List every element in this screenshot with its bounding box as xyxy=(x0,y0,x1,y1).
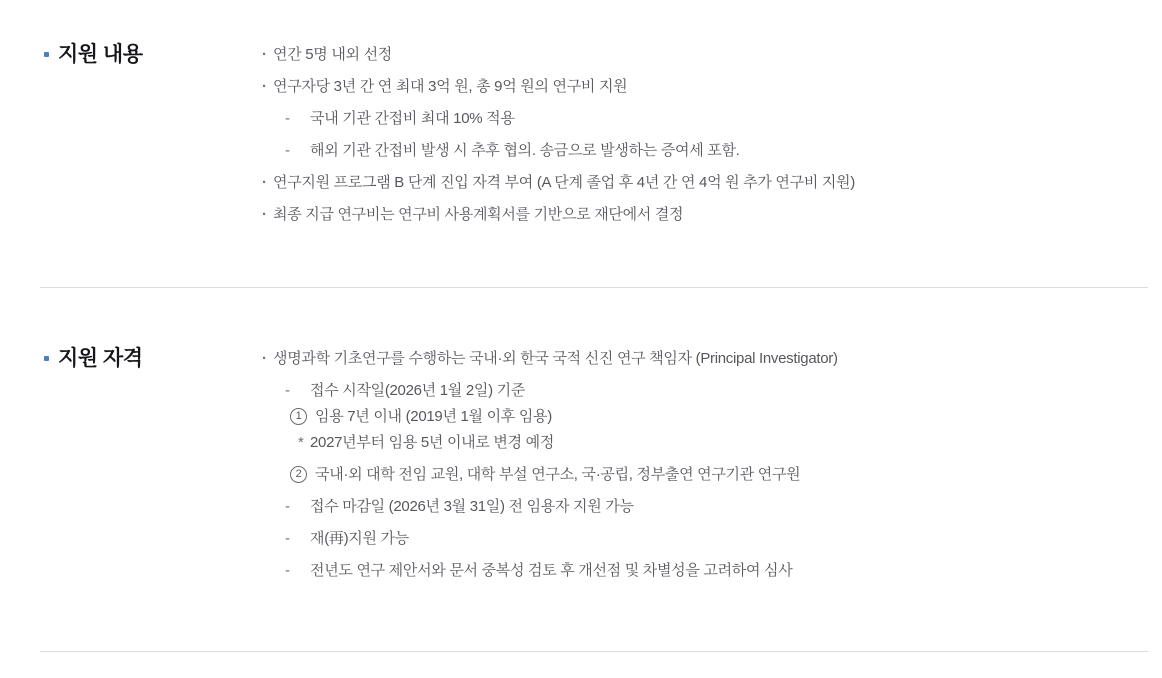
section-title-text: 지원 내용 xyxy=(58,43,143,66)
item-marker: · xyxy=(262,350,267,367)
item-text: 국내 기관 간접비 최대 10% 적용 xyxy=(310,110,515,127)
item-text: 해외 기관 간접비 발생 시 추후 협의. 송금으로 발생하는 증여세 포함. xyxy=(310,142,740,159)
item-marker: - xyxy=(285,142,290,159)
item-text: 생명과학 기초연구를 수행하는 국내·외 한국 국적 신진 연구 책임자 (Principal Investigator) xyxy=(273,350,838,367)
item-marker: · xyxy=(262,206,267,223)
list-item xyxy=(262,109,1142,129)
list-item xyxy=(262,349,1142,369)
item-text: 국내·외 대학 전임 교원, 대학 부설 연구소, 국·공립, 정부출연 연구기관 연구원 xyxy=(315,466,801,483)
item-marker: - xyxy=(285,530,290,547)
item-text: 연구자당 3년 간 연 최대 3억 원, 총 9억 원의 연구비 지원 xyxy=(273,78,628,95)
circled-number: 2 xyxy=(290,466,307,483)
list-item xyxy=(262,141,1142,161)
support-details-list xyxy=(262,44,1142,237)
item-text: 연구지원 프로그램 B 단계 진입 자격 부여 (A 단계 졸업 후 4년 간 연 4억 원 추가 연구비 지원) xyxy=(273,174,855,191)
list-item xyxy=(262,45,1142,65)
item-text: 전년도 연구 제안서와 문서 중복성 검토 후 개선점 및 차별성을 고려하여 심사 xyxy=(310,562,793,579)
item-text: 접수 시작일(2026년 1월 2일) 기준 xyxy=(310,382,526,399)
list-item xyxy=(262,529,1142,549)
circled-number: 1 xyxy=(290,408,307,425)
item-marker: - xyxy=(285,110,290,127)
title-bullet-icon xyxy=(44,356,49,361)
item-marker: - xyxy=(285,498,290,515)
list-item xyxy=(262,465,1142,485)
item-text: 접수 마감일 (2026년 3월 31일) 전 임용자 지원 가능 xyxy=(310,498,634,515)
list-item xyxy=(262,561,1142,581)
list-item xyxy=(262,381,1142,401)
list-item xyxy=(262,77,1142,97)
section-title-text: 지원 자격 xyxy=(58,347,143,370)
title-bullet-icon xyxy=(44,52,49,57)
section-support-details xyxy=(0,0,1162,287)
item-marker: - xyxy=(285,382,290,399)
section-eligibility xyxy=(0,288,1162,651)
item-text: 2027년부터 임용 5년 이내로 변경 예정 xyxy=(310,434,555,451)
eligibility-list xyxy=(262,348,1142,593)
item-marker: · xyxy=(262,46,267,63)
list-item xyxy=(262,497,1142,517)
section-title xyxy=(40,346,262,372)
section-divider xyxy=(40,651,1148,652)
item-marker: * xyxy=(298,434,304,451)
item-marker: · xyxy=(262,78,267,95)
list-item xyxy=(262,205,1142,225)
list-item xyxy=(262,433,1142,453)
item-marker: · xyxy=(262,174,267,191)
list-item xyxy=(262,407,1142,427)
section-title xyxy=(40,42,262,68)
item-text: 재(再)지원 가능 xyxy=(310,530,409,547)
item-text: 최종 지급 연구비는 연구비 사용계획서를 기반으로 재단에서 결정 xyxy=(273,206,684,223)
list-item xyxy=(262,173,1142,193)
item-text: 임용 7년 이내 (2019년 1월 이후 임용) xyxy=(315,408,552,425)
item-text: 연간 5명 내외 선정 xyxy=(273,46,392,63)
item-marker: - xyxy=(285,562,290,579)
